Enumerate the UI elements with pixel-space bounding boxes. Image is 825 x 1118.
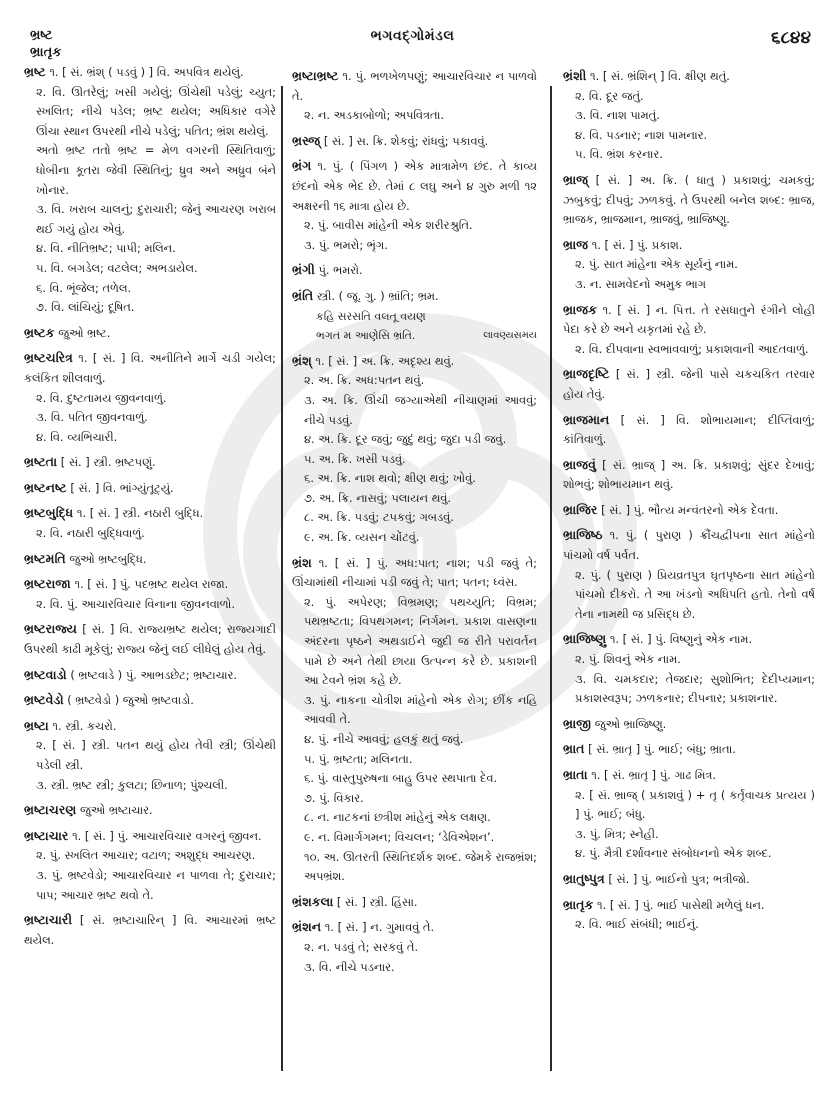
- headword: ભ્રાજ્: [563, 171, 589, 187]
- dictionary-entry: [563, 66, 815, 165]
- headword: ભ્રષ્ટમતિ: [24, 550, 66, 566]
- sense-definition: ૪. વિ. વ્યભિચારી.: [36, 429, 118, 444]
- dictionary-entry: [292, 156, 537, 255]
- dictionary-entry: [563, 714, 815, 735]
- dictionary-entry: [563, 739, 815, 760]
- headword: ભ્રષ્ટચરિત્ર: [24, 350, 73, 366]
- definition: [ સં. ભ્રાતૃ ] પું. ભાઈ; બંધુ; ભ્રાતા.: [588, 742, 736, 757]
- dictionary-entry: [292, 66, 537, 126]
- sense-definition: ૩. પું. મિત્ર; સ્નેહી.: [575, 826, 659, 841]
- definition: ૧. [ સં. ] અ. ક્રિ. અદૃશ્ય થવું.: [315, 353, 455, 368]
- definition: ૧. પું. ( પિંગળ ) એક માત્રામેળ છંદ. તે કાવ્ય છંદનો એક ભેદ છે. તેમાં ૮ લઘુ અને ૪ ગુરુ મળી ૧૨ અક્ષરની ૧૬ માત્રા હોય છે.: [292, 159, 537, 213]
- definition: [ સં. ] અ. ક્રિ. ( ધાતુ ) પ્રકાશવું; ચમકવું; ઝબુકવું; દીપવું; ઝળકવું. તે ઉપરથી બનેલ શબ્દ: ભ્રાજ, ભ્રાજક, ભ્રાજમાન, ભ્રાજવું, ભ્રાજિષ્ણુ.: [563, 172, 815, 227]
- sense-definition: ૬. અ. ક્રિ. નાશ થવો; ક્ષીણ થવું; ખોવું.: [304, 471, 476, 486]
- sense-definition: ૧૦. અ. ઊતરતી સ્થિતિદર્શક શબ્દ. જેમકે રાજભ્રંશ; અપભ્રંશ.: [304, 849, 537, 884]
- sense-definition: ૨. પું. ( પુરાણ ) પ્રિયવ્રતપુત્ર ઘૃતપૃષ્ઠના સાત માંહેનો પાંચમો દીકરો. તે આ ખંડનો અધિપતિ હતો. તેનો વર્ષ તેના નામથી જ પ્રસિદ્ધ છે.: [575, 567, 815, 621]
- headword: ભ્રષ્ટવાડો: [24, 666, 67, 682]
- headword: ભ્રંગ: [292, 158, 312, 174]
- sense-definition: ૬. વિ. ભૂંજેલ; તળેલ.: [36, 280, 132, 295]
- dictionary-entry: [292, 553, 537, 887]
- definition: ૧. [ સં. ] ન. ગુમાવવું તે.: [324, 920, 435, 935]
- sense-definition: ૮. અ. ક્રિ. પડવું; ટપકવું; ગબડવું.: [304, 510, 454, 525]
- sense-definition: ૩. વિ. ચમકદાર; તેજદાર; સુશોભિત; દેદીપ્યમાન; પ્રકાશસ્વરૂપ; ઝળકનાર; દીપનાર; પ્રકાશનાર.: [575, 671, 815, 706]
- dictionary-entry: [563, 455, 815, 495]
- headword: ભ્રાત: [563, 741, 585, 757]
- definition: પું. ભમરો.: [318, 263, 363, 278]
- sense-definition: ૪. પું. મૈત્રી દર્શાવનાર સંબોધનનો એક શબ્દ.: [575, 846, 772, 861]
- headword: ભ્રંશન: [292, 919, 322, 935]
- sense-definition: ૩. વિ. ખરાબ ચાલનું; દુરાચારી; જેનું આચરણ ખરાબ થઈ ગયું હોય એવું.: [36, 202, 276, 236]
- definition: ૧. [ સં. ] પું. પદભ્રષ્ટ થયેલ રાજા.: [74, 577, 229, 592]
- definition: [ સં. ] સ્ત્રી. ભ્રષ્ટપણું.: [60, 455, 156, 470]
- dictionary-entry: [563, 364, 815, 404]
- headword: ભ્રંગી: [292, 262, 315, 278]
- column-3: [563, 66, 815, 1076]
- sense-definition: ૫. પું. ભ્રષ્ટતા; મલિનતા.: [304, 751, 413, 766]
- sense-definition: ૫. અ. ક્રિ. ખસી પડવું.: [304, 451, 406, 466]
- headword: ભ્રષ્ટનષ્ટ: [24, 479, 67, 495]
- sense-definition: ૩. અ. ક્રિ. ઊંચી જગ્યાએથી નીચાણમાં આવવું; નીચે પડવું.: [304, 392, 537, 427]
- headword: ભ્રંશી: [563, 68, 587, 83]
- sense-definition: ૩. પું. નાકના ચોત્રીશ માંહેનો એક રોગ; છીંક નહિ આવવી તે.: [304, 692, 537, 727]
- dictionary-entry: [292, 351, 537, 548]
- headword: ભ્રષ્ટવેડો: [24, 692, 64, 708]
- headword: ભ્રાજક: [563, 301, 597, 317]
- sense-definition: ૨. વિ. દૂર જતું.: [575, 88, 644, 103]
- headword: ભ્રષ્ટા: [24, 717, 49, 733]
- definition: ૧. સ્ત્રી. કચરો.: [52, 718, 117, 733]
- dictionary-entry: [24, 910, 276, 950]
- sense-definition: ૨. વિ. દુષ્ટતામય જીવનવાળું.: [36, 390, 167, 405]
- definition: [ સં. ભ્રાજ્ ] અ. ક્રિ. પ્રકાશવું; સુંદર દેખાવું; શોભવું; શોભાયમાન થવું.: [563, 457, 815, 492]
- dictionary-entry: [24, 549, 276, 570]
- definition: ૧. [ સં. ] પું. પ્રકાશ.: [591, 237, 683, 252]
- column-divider: [550, 86, 552, 1071]
- quotation-text: કહિ સરસતિ વલતૂ વયણ: [316, 309, 426, 323]
- headword: ભ્રંતિ: [292, 287, 314, 303]
- sense-definition: ૨. પું. સ્ખલિત આચાર; વટાળ; અશુદ્ધ આચરણ.: [36, 848, 256, 863]
- page-number: ૬૮૪૪: [771, 28, 811, 48]
- headword: ભ્રાજ: [563, 236, 589, 252]
- definition: ૧. [ સં. ] વિ. અનીતિને માર્ગે ચડી ગયેલ; કલંકિત શીલવાળું.: [24, 351, 276, 385]
- sense-definition: ૪. વિ. પડનાર; નાશ પામનાર.: [575, 127, 708, 142]
- sense-definition: ૭. પું. વિકાર.: [304, 790, 364, 805]
- definition: ૧. [ સં. ભ્રંશ્ ( પડવું ) ] વિ. અપવિત્ર થયેલું.: [49, 65, 244, 79]
- definition: [ સં. ] સ્ત્રી. હિંસા.: [336, 894, 418, 909]
- quotation-text: ભગત મ આણેસિ ભ્રંતિ.: [316, 329, 416, 343]
- sense-definition: ૮. ન. નાટકનાં છત્રીશ માંહેનું એક લક્ષણ.: [304, 810, 491, 825]
- definition: [ સં. ] વિ. ભાંગ્યુંતૂટ્યું.: [70, 480, 174, 495]
- headword: ભ્રષ્ટતા: [24, 454, 58, 470]
- dictionary-entry: [24, 478, 276, 499]
- dictionary-entry: [24, 348, 276, 447]
- headword: ભ્રષ્ટબુદ્ધિ: [24, 505, 74, 521]
- definition: ૧. [ સં. ] પું. ભાઈ પાસેથી મળેલું ધન.: [597, 897, 765, 912]
- headword: ભ્રંશ્: [292, 352, 312, 368]
- sense-definition: ૨. અ. ક્રિ. અધ:પતન થવું.: [304, 373, 425, 388]
- dictionary-entry: [24, 452, 276, 473]
- sense-definition: ૨. ન. અડકાબોળો; અપવિત્રતા.: [304, 108, 444, 123]
- definition: જુઓ ભ્રષ્ટ.: [58, 325, 111, 340]
- definition: ૧. [ સં. ] સ્ત્રી. નઠારી બુદ્ધિ.: [76, 506, 204, 521]
- dictionary-entry: [563, 410, 815, 450]
- definition: જુઓ ભ્રાજિષ્ણુ.: [594, 716, 667, 731]
- sense-definition: ૩. પું. ભ્રષ્ટવેડો; આચારવિચાર ન પાળવા તે; દુરાચાર; પાપ; આચાર ભ્રષ્ટ થવો તે.: [36, 867, 276, 902]
- dictionary-entry: [563, 765, 815, 864]
- dictionary-entry: [24, 503, 276, 543]
- dictionary-entry: [563, 300, 815, 360]
- headword: ભ્રાતા: [563, 767, 588, 782]
- sense-definition: ૨. વિ. પું. આચારવિચાર વિનાના જીવનવાળો.: [36, 596, 236, 611]
- dictionary-entry: [24, 323, 276, 344]
- dictionary-entry: [24, 690, 276, 711]
- sense-definition: ૨. [ સં. ભ્રાજ્ ( પ્રકાશવું ) + તૃ ( કર્તૃવાચક પ્રત્યય ) ] પું. ભાઈ; બંધુ.: [575, 787, 815, 822]
- sense-definition: ૩. વિ. નીચે પડનાર.: [304, 959, 395, 974]
- definition: ૧. [ સં. ] પું. આચારવિચાર વગરનું જીવન.: [72, 828, 262, 843]
- definition: ૧. પું. ( પુરાણ ) ક્રૌંચદ્વીપના સાત માંહેનો પાંચમો વર્ષ પર્વત.: [563, 528, 815, 563]
- sense-definition: ૩. સ્ત્રી. ભ્રષ્ટ સ્ત્રી; કુલટા; છિનાળ; પુંશ્ચલી.: [36, 777, 228, 792]
- sense-definition: ૨. વિ. ભાઈ સંબંધી; ભાઈનું.: [575, 917, 699, 932]
- headword: ભ્રસ્જ્: [292, 132, 321, 148]
- quotation-source: લાવણ્યસમય: [483, 330, 537, 342]
- dictionary-entry: [24, 800, 276, 821]
- definition: જુઓ ભ્રષ્ટબુદ્ધિ.: [69, 551, 147, 566]
- sense-definition: ૯. ન. વિમાર્ગગમન; વિચલન; ‘ડેવિએશન’.: [304, 829, 495, 844]
- sense-definition: ૨. ન. પડવું તે; સરકવું તે.: [304, 939, 419, 954]
- headword: ભ્રાજમાન: [563, 411, 610, 427]
- headword: ભ્રષ્ટ: [24, 64, 46, 79]
- dictionary-entry: [24, 716, 276, 795]
- sense-definition: ૩. વિ. નાશ પામતું.: [575, 108, 660, 123]
- sense-definition: ૨. [ સં. ] સ્ત્રી. પતન થયું હોય તેવી સ્ત્રી; ઊંચેથી પડેલી સ્ત્રી.: [36, 738, 276, 772]
- headword: ભ્રષ્ટરાજા: [24, 576, 71, 592]
- headword: ભ્રાતુષ્પુત્ર: [563, 870, 605, 886]
- dictionary-entry: [563, 500, 815, 521]
- sense-definition: ૪. પું. નીચે આવવું; હલકું થતું જવું.: [304, 732, 464, 746]
- dictionary-entry: [563, 629, 815, 708]
- definition: [ સં. ] સ. ક્રિ. શેકવું; રાંધવું; પકાવવું.: [323, 133, 489, 148]
- definition: ૧. [ સં. ] પું. અધ:પાત; નાશ; પડી જવું તે; ઊંચામાંથી નીચામાં પડી જવું તે; પાત; પતન; ધ્વંસ.: [292, 555, 537, 590]
- headword: ભ્રંશકલા: [292, 893, 334, 909]
- sense-definition: ૪. વિ. નીતિભ્રષ્ટ; પાપી; મલિન.: [36, 241, 176, 256]
- definition: ૧. [ સં. ભ્રાતૃ ] પું. ગાઢ મિત્ર.: [591, 768, 716, 782]
- headword: ભ્રાજિષ્ણુ: [563, 631, 607, 647]
- headword: ભ્રંશ: [292, 554, 312, 570]
- column-1: [24, 62, 276, 1076]
- dictionary-entry: [24, 826, 276, 905]
- sense-definition: અતો ભ્રષ્ટ તતો ભ્રષ્ટ = મેળ વગરની સ્થિતિવાળું; ધોબીના કૂતરા જેવી સ્થિતિનું; ધ્રુવ અને અધ્રુવ બંને ખોનાર.: [36, 143, 276, 197]
- headword: ભ્રાજિષ્ઠ: [563, 527, 603, 543]
- headword: ભ્રાજદૃષ્ટિ: [563, 366, 610, 382]
- definition: ૧. [ સં. ] ન. પિત્ત. તે રસધાતુને રંગીને લોહી પેદા કરે છે અને યકૃતમાં રહે છે.: [563, 302, 815, 337]
- definition: ( ભ્રષ્ટવેડો ) જુઓ ભ્રષ્ટવાડો.: [67, 693, 194, 708]
- dictionary-entry: [563, 235, 815, 295]
- sense-definition: ૨. પું. બાવીસ માંહેની એક શરીરશ્રુતિ.: [304, 218, 473, 233]
- headword: ભ્રષ્ટક: [24, 324, 55, 340]
- running-title: ભગવદ્ગોમંડલ: [370, 28, 455, 44]
- dictionary-entry: [292, 892, 537, 913]
- sense-definition: ૨. પું. અપેરણ; વિભ્રમણ; પથચ્યુતિ; વિભ્રમ; પથભ્રષ્ટતા; વિપથગમન; નિર્ગમન. પ્રકાશ વાસણના અંદરના પૃષ્ઠને અથડાઈને જુદી જ રીતે પરાવર્તન પામે છે અને તેથી છાયા ઉત્પન્ન કરે છે. પ્રકાશની આ ટેવને ભ્રંશ કહે છે.: [304, 594, 537, 688]
- headword: ભ્રષ્ટાભ્રષ્ટ: [292, 68, 339, 83]
- headword: ભ્રાતૃક: [563, 896, 594, 912]
- sense-definition: ૨. પું. સાત માંહેના એક સૂર્યનું નામ.: [575, 257, 738, 272]
- headword: ભ્રાજી: [563, 715, 592, 731]
- sense-definition: ૭. અ. ક્રિ. નાસવું; પલાયન થવું.: [304, 490, 452, 505]
- headword: ભ્રષ્ટાચારી: [24, 912, 73, 928]
- dictionary-entry: [292, 286, 537, 346]
- dictionary-entry: [24, 62, 276, 318]
- sense-definition: ૩. ન. સામવેદનો અમુક ભાગ: [575, 276, 706, 291]
- guide-word-last: ભ્રાતૃક: [30, 45, 62, 60]
- dictionary-entry: [24, 619, 276, 659]
- page-header: [0, 0, 825, 60]
- dictionary-entry: [292, 917, 537, 977]
- dictionary-entry: [24, 665, 276, 686]
- sense-definition: ૯. અ. ક્રિ. વ્યસન ચોંટવું.: [304, 530, 420, 545]
- dictionary-entry: [563, 895, 815, 935]
- sense-definition: ૬. પું. વાસ્તુપુરુષના બાહુ ઉપર સ્થપાતા દેવ.: [304, 771, 498, 786]
- sense-definition: ૨. પું. શિવનું એક નામ.: [575, 652, 681, 667]
- column-divider: [281, 86, 283, 1071]
- column-2: [292, 66, 537, 1076]
- sense-definition: ૨. વિ. ઊતરેલું; ખસી ગયેલું; ઊંચેથી પડેલું; ચ્યુત; સ્ખલિત; નીચે પડેલ; ભ્રષ્ટ થયેલ; અધિકાર વગેરે ઊંચા સ્થાન ઉપરથી નીચે પડેલું; પતિત; ભ્રંશ થયેલું.: [36, 84, 276, 138]
- headword: ભ્રષ્ટાચરણ: [24, 802, 77, 818]
- sense-definition: ૭. વિ. લાંચિયું; દૂષિત.: [36, 300, 135, 315]
- dictionary-entry: [292, 131, 537, 152]
- headword: ભ્રષ્ટાચાર: [24, 827, 69, 843]
- definition: ( ભ્રષ્ટવાડે ) પું. આભડછેટ; ભ્રષ્ટાચાર.: [70, 667, 238, 682]
- definition: ૧. [ સં. ભ્રંશિન્ ] વિ. ક્ષીણ થતું.: [590, 69, 730, 83]
- definition: [ સં. ] વિ. રાજ્યભ્રષ્ટ થયેલ; રાજ્યગાદી ઉપરથી કાઢી મૂકેલું; રાજ્ય જેનું લઈ લીધેલું હોય તેવું.: [24, 622, 276, 657]
- sense-definition: ૩. વિ. પતિત જીવનવાળું.: [36, 410, 148, 425]
- sense-definition: ૨. વિ. દીપવાના સ્વભાવવાળું; પ્રકાશવાની આદતવાળું.: [575, 341, 809, 356]
- dictionary-entry: [563, 525, 815, 624]
- sense-definition: ૪. અ. ક્રિ. દૂર જવું; જુદું થવું; જુદા પડી જવું.: [304, 432, 507, 447]
- dictionary-entry: [563, 869, 815, 890]
- definition: સ્ત્રી. ( જૂ. ગુ. ) ભ્રાંતિ; ભ્રમ.: [316, 288, 439, 303]
- dictionary-columns: [0, 66, 825, 1076]
- sense-definition: ૫. વિ. ભ્રંશ કરનાર.: [575, 147, 663, 162]
- quotation-line: [292, 326, 537, 346]
- headword: ભ્રષ્ટરાજ્ય: [24, 621, 77, 637]
- guide-word-first: ભ્રષ્ટ: [30, 28, 53, 43]
- definition: ૧. [ સં. ] પું. વિષ્ણુનું એક નામ.: [609, 632, 753, 647]
- definition: [ સં. ] પું. ભૌત્ય મન્વંતરનો એક દેવતા.: [601, 502, 779, 517]
- dictionary-entry: [563, 170, 815, 230]
- sense-definition: ૩. પું. ભમરો; ભૃંગ.: [304, 237, 388, 252]
- dictionary-entry: [292, 260, 537, 281]
- definition: [ સં. ] વિ. શોભાયમાન; દીપ્તિવાળું; કાંતિવાળું.: [563, 412, 815, 447]
- sense-definition: ૫. વિ. બગડેલ; વટલેલ; અભડાયેલ.: [36, 260, 198, 275]
- sense-definition: ૨. વિ. નઠારી બુદ્ધિવાળું.: [36, 526, 145, 541]
- definition: [ સં. ] સ્ત્રી. જેની પાસે ચકચકિત તરવાર હોય તેવું.: [563, 367, 815, 401]
- definition: ૧. પું. ભળખેળપણું; આચારવિચાર ન પાળવો તે.: [292, 69, 537, 103]
- definition: [ સં. ભ્રષ્ટાચારિન્ ] વિ. આચારમાં ભ્રષ્ટ થયેલ.: [24, 913, 276, 947]
- headword: ભ્રાજિર: [563, 501, 598, 517]
- quotation-line: [292, 307, 537, 327]
- definition: જુઓ ભ્રષ્ટાચાર.: [79, 803, 153, 818]
- definition: [ સં. ] પું. ભાઈનો પુત્ર; ભત્રીજો.: [608, 871, 750, 886]
- headword: ભ્રાજવું: [563, 456, 596, 472]
- dictionary-entry: [24, 574, 276, 614]
